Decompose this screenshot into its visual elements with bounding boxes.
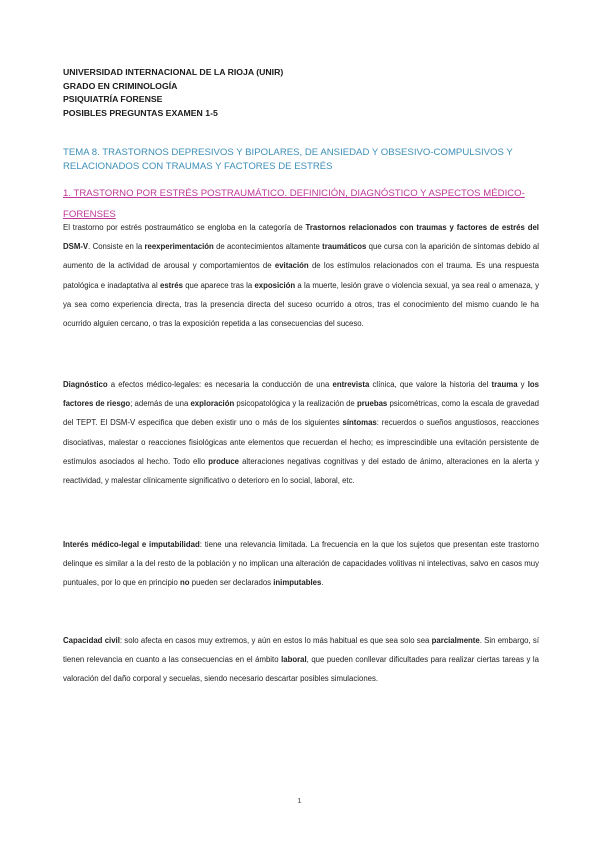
text-run: El trastorno por estrés postraumático se engloba en la categoría de	[63, 223, 306, 232]
text-run: a efectos médico-legales: es necesaria la conducción de una	[107, 380, 333, 389]
text-run: : recuerdos o sueños angustiosos, reacciones disociativas, malestar o reacciones fisiológicas ante elementos que recuerdan el hecho; es imprescindible una evitación persistente de estímulos asociados al hecho. Todo ello	[63, 418, 539, 466]
text-run: que cursa con la aparición de síntomas debido al aumento de la actividad de arousal y comportamientos de	[63, 242, 539, 271]
paragraph-imputability	[63, 535, 539, 593]
text-run: y	[517, 380, 528, 389]
bold-term: pruebas	[356, 399, 388, 409]
bold-term: Capacidad civil	[63, 636, 120, 645]
bold-term: reexperimentación	[144, 242, 214, 252]
paragraph-civil-capacity	[63, 631, 539, 689]
text-run: . Consiste en la	[88, 242, 145, 252]
bold-term: síntomas	[342, 418, 377, 428]
text-run: psicopatológica y la realización de	[234, 399, 357, 409]
bold-term: inimputables	[273, 578, 322, 588]
header-degree: GRADO EN CRIMINOLOGÍA	[63, 80, 178, 91]
header-subject: PSIQUIATRÍA FORENSE	[63, 94, 163, 104]
bold-term: parcialmente	[431, 636, 480, 645]
bold-term: entrevista	[332, 380, 370, 389]
text-run: a la muerte, lesión grave o violencia sexual, ya sea real o amenaza, y ya sea como experiencia directa, tras la presencia directa del suceso ocurrido a otros, tras el conocimiento del mismo cuando le ha ocurrido alguien cercano, o tras la exposición repetida a las consecuencias del suceso.	[63, 280, 539, 329]
text-run: alteraciones negativas cognitivas y del estado de ánimo, alteraciones en la alerta y reactividad, y malestar clínicamente significativo o deterioro en lo social, laboral, etc.	[63, 456, 539, 486]
text-run: , que pueden conllevar dificultades para realizar ciertas tareas y la valoración del daño corporal y secuelas, siendo necesario descartar posibles simulaciones.	[63, 655, 539, 684]
bold-term: exploración	[190, 399, 235, 409]
text-run: ; además de una	[130, 399, 191, 409]
header-exam-title: POSIBLES PREGUNTAS EXAMEN 1-5	[63, 107, 218, 118]
text-run: : solo afecta en casos muy extremos, y aún en estos lo más habitual es que sea solo sea	[119, 636, 432, 645]
text-run: clínica, que valore la historia del	[369, 380, 492, 389]
bold-term: Trastornos relacionados con traumas y factores de estrés del DSM-V	[63, 223, 539, 252]
paragraph-definition	[63, 218, 539, 333]
bold-term: exposición	[254, 280, 296, 290]
text-run: : tiene una relevancia limitada. La frecuencia en la que los sujetos que presentan este trastorno delinque es similar a la del resto de la población y no implican una alteración de capacidades volitivas ni intelectivas, salvo en casos muy puntuales, por lo que en principio	[63, 540, 539, 588]
text-run: .	[321, 578, 324, 588]
bold-term: estrés	[159, 280, 183, 290]
section-title: 1. TRASTORNO POR ESTRÉS POSTRAUMÁTICO. DEFINICIÓN, DIAGNÓSTICO Y ASPECTOS MÉDICO-FORENSES	[63, 188, 525, 220]
bold-term: evitación	[274, 261, 309, 271]
text-run: pueden ser declarados	[189, 578, 274, 588]
paragraph-diagnosis	[63, 375, 539, 490]
bold-term: produce	[208, 456, 240, 466]
bold-term: traumáticos	[322, 242, 367, 252]
bold-term: los factores de riesgo	[63, 380, 540, 409]
page-number: 1	[297, 796, 302, 805]
header-university: UNIVERSIDAD INTERNACIONAL DE LA RIOJA (UNIR)	[63, 67, 284, 77]
bold-term: laboral	[281, 655, 307, 665]
bold-term: Interés médico-legal e imputabilidad	[63, 540, 200, 549]
text-run: psicométricas, como la escala de gravedad del TEPT. El DSM-V especifica que deben existir uno o más de los siguientes	[63, 399, 539, 428]
bold-term: Diagnóstico	[63, 380, 108, 389]
tema-title: TEMA 8. TRASTORNOS DEPRESIVOS Y BIPOLARES, DE ANSIEDAD Y OBSESIVO-COMPULSIVOS Y RELACIONADOS CON TRAUMAS Y FACTORES DE ESTRÉS	[63, 147, 513, 173]
bold-term: no	[180, 578, 190, 588]
text-run: que aparece tras la	[182, 280, 255, 290]
document-header	[63, 66, 543, 120]
text-run: . Sin embargo, sí tienen relevancia en cuanto a las consecuencias en el ámbito	[63, 636, 539, 665]
text-run: de los estímulos relacionados con el trauma. Es una respuesta patológica e inadaptativa al	[63, 261, 539, 290]
bold-term: trauma	[491, 380, 518, 389]
text-run: de acontecimientos altamente	[213, 242, 323, 252]
